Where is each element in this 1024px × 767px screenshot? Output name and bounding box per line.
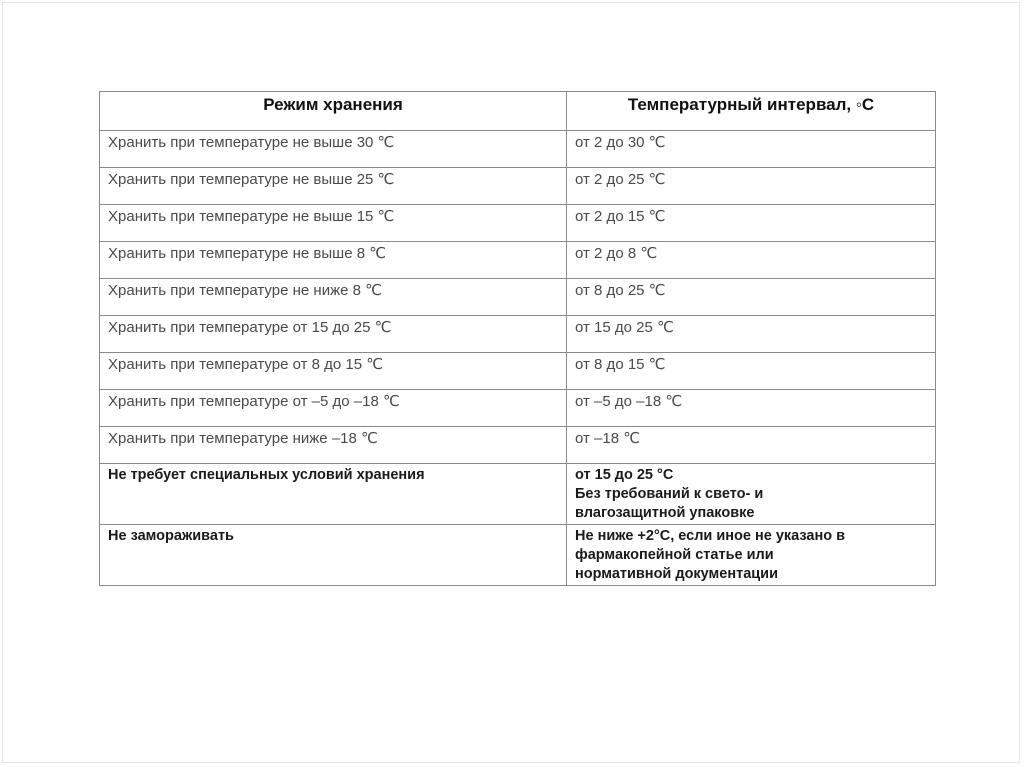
temperature-interval-cell: от –5 до –18 ℃	[567, 390, 936, 427]
table-row	[100, 390, 936, 427]
storage-conditions-table	[99, 91, 936, 586]
storage-mode-cell: Хранить при температуре не ниже 8 ℃	[100, 279, 567, 316]
storage-mode-cell: Хранить при температуре не выше 30 ℃	[100, 131, 567, 168]
table-row	[100, 353, 936, 390]
table-row	[100, 131, 936, 168]
temperature-interval-cell: от –18 ℃	[567, 427, 936, 464]
header-storage-mode: Режим хранения	[100, 92, 567, 131]
storage-mode-cell: Хранить при температуре от –5 до –18 ℃	[100, 390, 567, 427]
temperature-interval-cell	[567, 464, 936, 525]
storage-mode-cell: Хранить при температуре не выше 15 ℃	[100, 205, 567, 242]
temperature-interval-cell: от 2 до 8 ℃	[567, 242, 936, 279]
temperature-interval-cell	[567, 525, 936, 586]
storage-mode-cell: Хранить при температуре от 15 до 25 ℃	[100, 316, 567, 353]
header-temperature-interval: Температурный интервал, ◦C	[567, 92, 936, 131]
table-row	[100, 205, 936, 242]
interval-line: влагозащитной упаковке	[575, 505, 755, 521]
temperature-interval-cell: от 8 до 25 ℃	[567, 279, 936, 316]
interval-line: Не ниже +2°C, если иное не указано в	[575, 528, 846, 544]
table-header-row	[100, 92, 936, 131]
temperature-interval-cell: от 8 до 15 ℃	[567, 353, 936, 390]
storage-mode-cell: Хранить при температуре не выше 25 ℃	[100, 168, 567, 205]
interval-line: от 15 до 25 °C	[575, 467, 674, 483]
table-row-do-not-freeze	[100, 525, 936, 586]
storage-mode-cell: Хранить при температуре от 8 до 15 ℃	[100, 353, 567, 390]
table-row	[100, 168, 936, 205]
temperature-interval-cell: от 2 до 15 ℃	[567, 205, 936, 242]
storage-mode-cell: Не требует специальных условий хранения	[100, 464, 567, 525]
table-row-no-special-conditions	[100, 464, 936, 525]
storage-mode-cell: Хранить при температуре ниже –18 ℃	[100, 427, 567, 464]
table-row	[100, 242, 936, 279]
table-row	[100, 316, 936, 353]
interval-line: фармакопейной статье или	[575, 547, 774, 563]
temperature-interval-cell: от 15 до 25 ℃	[567, 316, 936, 353]
interval-line: нормативной документации	[575, 566, 779, 582]
temperature-interval-cell: от 2 до 25 ℃	[567, 168, 936, 205]
storage-mode-cell: Не замораживать	[100, 525, 567, 586]
temperature-interval-cell: от 2 до 30 ℃	[567, 131, 936, 168]
storage-mode-cell: Хранить при температуре не выше 8 ℃	[100, 242, 567, 279]
table-row	[100, 279, 936, 316]
table-row	[100, 427, 936, 464]
interval-line: Без требований к свето- и	[575, 486, 764, 502]
